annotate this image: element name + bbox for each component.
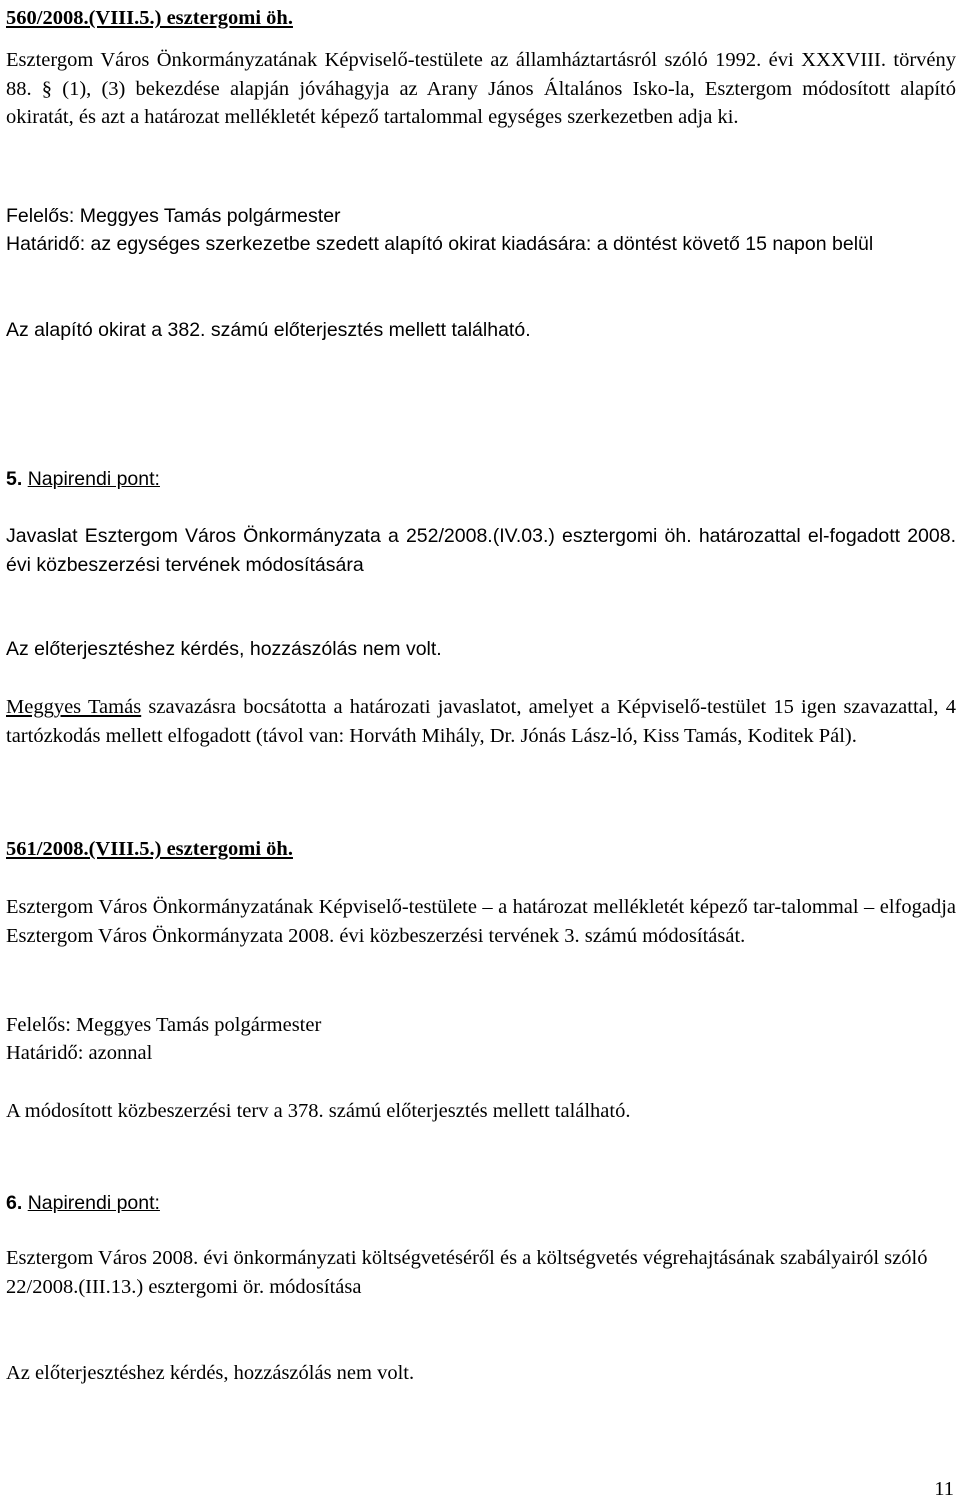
agenda-6-heading	[6, 1189, 956, 1218]
resolution-560-body: Esztergom Város Önkormányzatának Képviselő-testülete az államháztartásról szóló 1992. évi XXXVIII. törvény 88. § (1), (3) bekezdése alapján jóváhagyja az Arany János Általános Isko-la, Esztergom módosított alapító okiratát, és azt a határozat mellékletét képező tartalommal egységes szerkezetben adja ki.	[6, 49, 956, 128]
resolution-560-number: 560/2008.(VIII.5.) esztergomi öh.	[6, 7, 293, 29]
resolution-561-note: A módosított közbeszerzési terv a 378. számú előterjesztés mellett található.	[6, 1100, 631, 1122]
agenda-6-title: Esztergom Város 2008. évi önkormányzati költségvetéséről és a költségvetés végrehajtásának szabályairól szóló 22/2008.(III.13.) esztergomi ör. módosítása	[6, 1247, 928, 1298]
vote-result-text: szavazásra bocsátotta a határozati javaslatot, amelyet a Képviselő-testület 15 igen szavazattal, 4 tartózkodás mellett elfogadott (távol van: Horváth Mihály, Dr. Jónás Lász-ló, Kiss Tamás, Koditek Pál).	[6, 696, 956, 747]
agenda-5-number: 5.	[6, 468, 23, 490]
resolution-561-responsible: Felelős: Meggyes Tamás polgármester	[6, 1014, 322, 1036]
agenda-5-heading	[6, 465, 956, 494]
agenda-6-no-questions: Az előterjesztéshez kérdés, hozzászólás nem volt.	[6, 1362, 415, 1384]
vote-chair-name: Meggyes Tamás	[6, 696, 142, 718]
agenda-5-title: Javaslat Esztergom Város Önkormányzata a 252/2008.(IV.03.) esztergomi öh. határozattal el-fogadott 2008. évi közbeszerzési tervének módosítására	[6, 525, 956, 576]
resolution-560-responsible: Felelős: Meggyes Tamás polgármester	[6, 205, 341, 227]
resolution-560-note: Az alapító okirat a 382. számú előterjesztés mellett található.	[6, 319, 531, 341]
resolution-560-deadline: Határidő: az egységes szerkezetbe szedett alapító okirat kiadására: a döntést követő 15 napon belül	[6, 233, 874, 255]
agenda-6-heading-text: Napirendi pont:	[27, 1192, 160, 1214]
agenda-5-vote-paragraph	[6, 693, 956, 750]
agenda-5-no-questions: Az előterjesztéshez kérdés, hozzászólás nem volt.	[6, 638, 442, 660]
resolution-561-deadline: Határidő: azonnal	[6, 1042, 153, 1064]
resolution-561-body: Esztergom Város Önkormányzatának Képviselő-testülete – a határozat mellékletét képező tar-talommal – elfogadja Esztergom Város Önkormányzata 2008. évi közbeszerzési tervének 3. számú módosítását.	[6, 896, 956, 947]
agenda-5-heading-text: Napirendi pont:	[27, 468, 160, 490]
agenda-6-number: 6.	[6, 1192, 23, 1214]
resolution-561-number: 561/2008.(VIII.5.) esztergomi öh.	[6, 838, 293, 860]
page-number: 11	[934, 1478, 954, 1500]
